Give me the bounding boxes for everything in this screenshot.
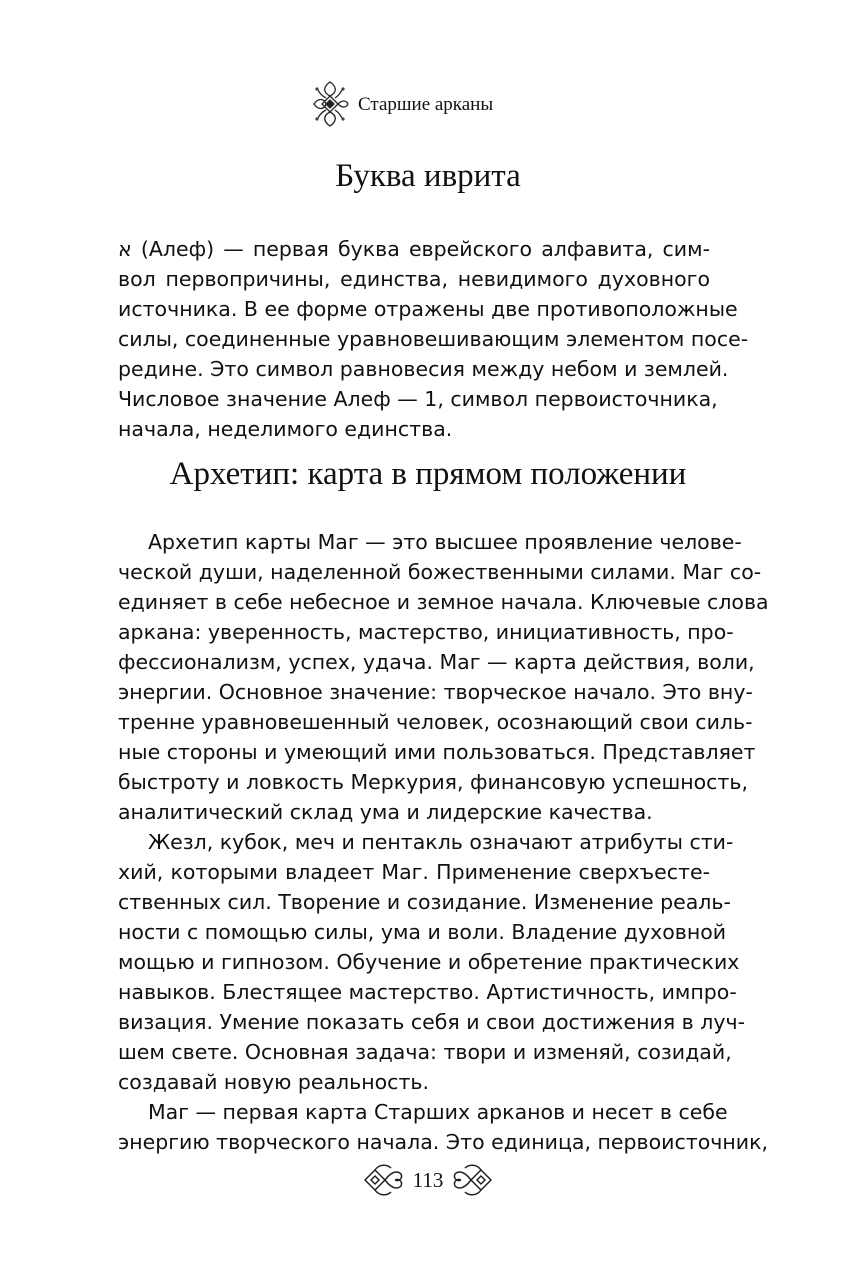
text-line: Архетип карты Маг — это высшее проявление челове- <box>148 530 742 554</box>
text-line: создавай новую реальность. <box>118 1070 429 1094</box>
text-line: быстроту и ловкость Меркурия, финансовую успешность, <box>118 770 748 794</box>
text-line: фессионализм, успех, удача. Маг — карта действия, воли, <box>118 650 755 674</box>
floral-ornament-icon <box>308 78 352 130</box>
knot-ornament-icon <box>361 1160 405 1200</box>
running-title: Старшие арканы <box>358 94 494 115</box>
text-line: навыков. Блестящее мастерство. Артистичность, импро- <box>118 980 737 1004</box>
page-number: 113 <box>412 1167 444 1192</box>
text-line: хий, которыми владеет Маг. Применение сверхъесте- <box>118 860 710 884</box>
knot-ornament-icon <box>451 1160 495 1200</box>
text-line: энергии. Основное значение: творческое начало. Это вну- <box>118 680 753 704</box>
text-line: аркана: уверенность, мастерство, инициативность, про- <box>118 620 734 644</box>
text-line: Маг — первая карта Старших арканов и несет в себе <box>148 1100 728 1124</box>
text-line: визация. Умение показать себя и свои достижения в луч- <box>118 1010 746 1034</box>
text-line: вол первопричины, единства, невидимого духовного <box>118 267 710 291</box>
text-line: аналитический склад ума и лидерские качества. <box>118 800 653 824</box>
text-line: Жезл, кубок, меч и пентакль означают атрибуты сти- <box>148 830 734 854</box>
text-line: мощью и гипнозом. Обучение и обретение практических <box>118 950 740 974</box>
text-line: силы, соединенные уравновешивающим элементом посе- <box>118 327 749 351</box>
page-footer <box>0 1160 856 1200</box>
text-line: ности с помощью силы, ума и воли. Владение духовной <box>118 920 727 944</box>
text-line: шем свете. Основная задача: твори и изменяй, созидай, <box>118 1040 732 1064</box>
text-line: единяет в себе небесное и земное начала. Ключевые слова <box>118 590 769 614</box>
text-line: Числовое значение Алеф — 1, символ первоисточника, <box>118 387 718 411</box>
text-line: ственных сил. Творение и созидание. Изменение реаль- <box>118 890 731 914</box>
text-line: א (Алеф) — первая буква еврейского алфавита, сим- <box>118 237 710 261</box>
text-line: ческой души, наделенной божественными силами. Маг со- <box>118 560 762 584</box>
text-line: редине. Это символ равновесия между небом и землей. <box>118 357 729 381</box>
text-line: источника. В ее форме отражены две противоположные <box>118 297 738 321</box>
text-line: начала, неделимого единства. <box>118 417 453 441</box>
text-line: энергию творческого начала. Это единица, первоисточник, <box>118 1130 768 1154</box>
section-heading-archetype: Архетип: карта в прямом положении <box>169 456 687 492</box>
running-header <box>308 78 493 130</box>
text-line: тренне уравновешенный человек, осознающий свои силь- <box>118 710 753 734</box>
section-heading-hebrew-letter: Буква иврита <box>335 158 521 194</box>
text-line: ные стороны и умеющий ими пользоваться. Представляет <box>118 740 756 764</box>
